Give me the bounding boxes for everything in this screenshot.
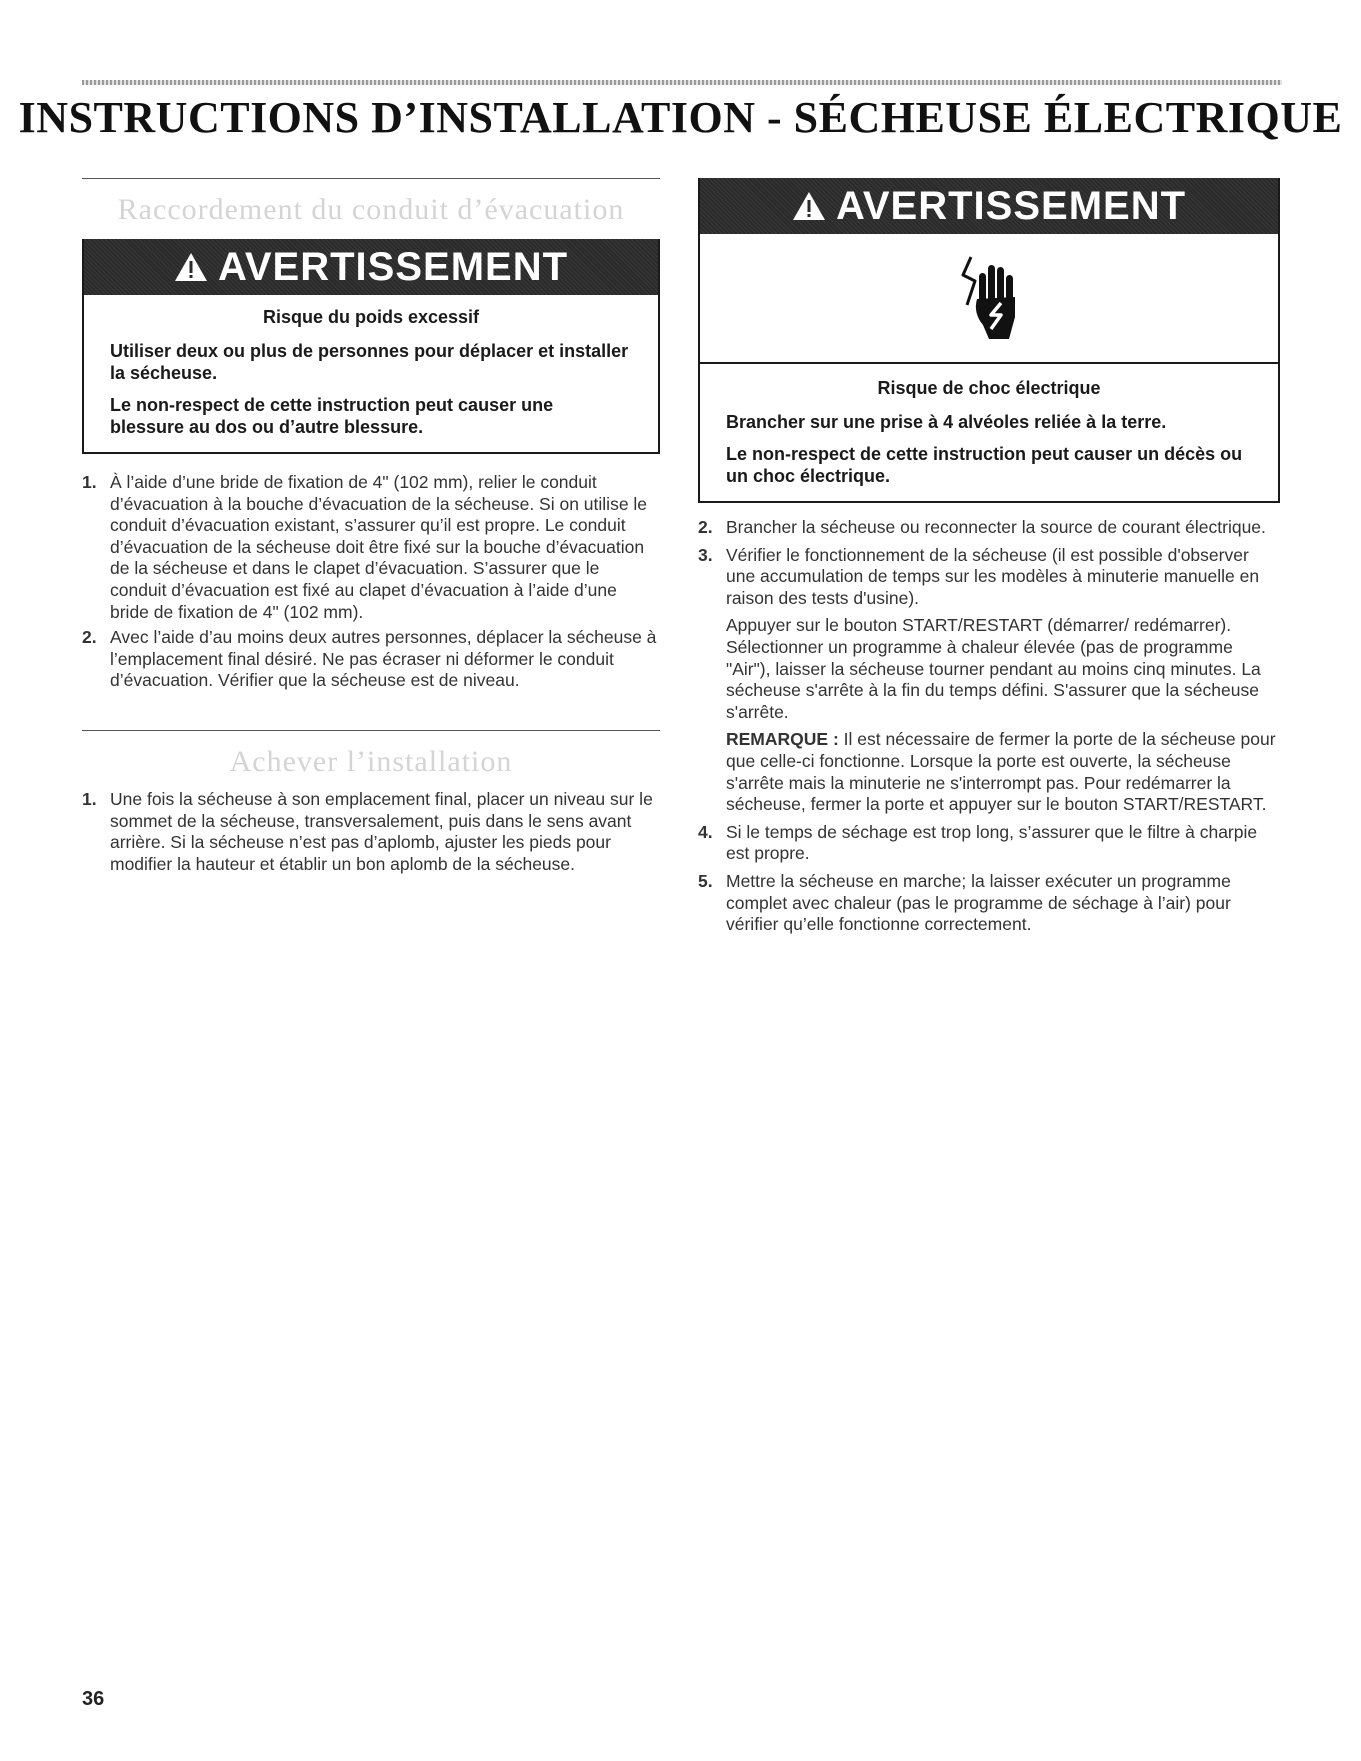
- shock-warning-box: [698, 178, 1280, 503]
- step-text: Si le temps de séchage est trop long, s’assurer que le filtre à charpie est propre.: [726, 821, 1258, 864]
- list-item: [698, 545, 1280, 816]
- step-text: Une fois la sécheuse à son emplacement final, placer un niveau sur le sommet de la sécheuse, transversalement, puis dans le sens avant arrière. Si la sécheuse n’est pas d’aplomb, ajuster les pieds pour modifier la hauteur et établir un bon aplomb de la sécheuse.: [110, 788, 653, 874]
- shock-symbol-area: [700, 234, 1278, 364]
- warning-triangle-icon: [792, 191, 826, 221]
- right-column: [698, 178, 1280, 936]
- note-label: REMARQUE :: [726, 729, 839, 750]
- step-number: 5.: [698, 870, 713, 891]
- step-text: Vérifier le fonctionnement de la sécheuse (il est possible d'observer une accumulation de temps sur les modèles à minuterie manuelle en raison des tests d'usine).: [726, 544, 1260, 608]
- section-divider: [82, 178, 660, 179]
- step-text: Mettre la sécheuse en marche; la laisser exécuter un programme complet avec chaleur (pas le programme de séchage à l’air) pour vérifier qu’elle fonctionne correctement.: [726, 870, 1231, 935]
- section-divider: [82, 730, 660, 731]
- step-number: 4.: [698, 821, 713, 842]
- list-item: [698, 822, 1280, 865]
- warning-triangle-icon: [174, 252, 208, 282]
- electric-shock-hand-icon: [949, 253, 1029, 343]
- exhaust-steps-list: [82, 472, 660, 692]
- weight-warning-box: [82, 239, 660, 454]
- section-title-exhaust: Raccordement du conduit d’évacuation: [117, 193, 625, 226]
- warning-consequence: Le non-respect de cette instruction peut causer une blessure au dos ou d’autre blessure.: [110, 395, 554, 437]
- step-number: 2.: [82, 627, 97, 648]
- warning-instruction: Utiliser deux ou plus de personnes pour déplacer et installer la sécheuse.: [110, 341, 629, 383]
- step-number: 1.: [82, 472, 97, 492]
- warning-header-label: AVERTISSEMENT: [835, 183, 1187, 228]
- warning-risk-title: Risque de choc électrique: [877, 378, 1101, 398]
- step-number: 3.: [698, 544, 713, 565]
- warning-header-label: AVERTISSEMENT: [217, 244, 569, 289]
- finish-steps-list: [82, 789, 660, 875]
- left-column: [82, 178, 660, 875]
- step-text: À l’aide d’une bride de fixation de 4" (102 mm), relier le conduit d’évacuation à la bouche d’évacuation de la sécheuse. Si on utilise le conduit d’évacuation existant, s’assurer qu’il est propre. Le conduit d’évacuation de la sécheuse doit être fixé sur la bouche d’évacuation de la sécheuse et dans le clapet d’évacuation. S’assurer que le conduit d’évacuation est fixé au clapet d’évacuation à l’aide d’une bride de fixation de 4" (102 mm).: [110, 472, 648, 622]
- list-item: [698, 517, 1280, 539]
- header-dotted-rule: [82, 80, 1282, 85]
- warning-header: [700, 178, 1278, 234]
- warning-instruction: Brancher sur une prise à 4 alvéoles reliée à la terre.: [726, 412, 1167, 432]
- list-item: [82, 627, 660, 692]
- step-number: 1.: [82, 788, 97, 809]
- step-text: Brancher la sécheuse ou reconnecter la source de courant électrique.: [726, 517, 1266, 537]
- warning-consequence: Le non-respect de cette instruction peut causer un décès ou un choc électrique.: [726, 444, 1243, 486]
- list-item: [82, 789, 660, 875]
- warning-risk-title: Risque du poids excessif: [262, 307, 480, 327]
- step-note: [726, 729, 1280, 815]
- step-text: Avec l’aide d’au moins deux autres personnes, déplacer la sécheuse à l’emplacement final désiré. Ne pas écraser ni déformer le conduit d’évacuation. Vérifier que la sécheuse est de niveau.: [110, 627, 657, 691]
- power-steps-list: [698, 517, 1280, 936]
- list-item: [82, 472, 660, 623]
- page-title: INSTRUCTIONS D’INSTALLATION - SÉCHEUSE ÉLECTRIQUE: [18, 93, 1343, 142]
- list-item: [698, 871, 1280, 936]
- page-number: 36: [82, 1688, 105, 1710]
- section-title-finish: Achever l’installation: [229, 744, 513, 778]
- step-text-continued: Appuyer sur le bouton START/RESTART (démarrer/ redémarrer). Sélectionner un programme à chaleur élevée (pas de programme "Air"), laisser la sécheuse tourner pendant au moins cinq minutes. La sécheuse s'arrête à la fin du temps défini. S'assurer que la sécheuse s'arrête.: [726, 615, 1261, 722]
- step-number: 2.: [698, 517, 713, 537]
- warning-header: [84, 239, 658, 295]
- note-text: Il est nécessaire de fermer la porte de la sécheuse pour que celle-ci fonctionne. Lorsque la porte est ouverte, la sécheuse s'arrête mais la minuterie ne s'interrompt pas. Pour redémarrer la sécheuse, fermer la porte et appuyer sur le bouton START/RESTART.: [726, 729, 1276, 815]
